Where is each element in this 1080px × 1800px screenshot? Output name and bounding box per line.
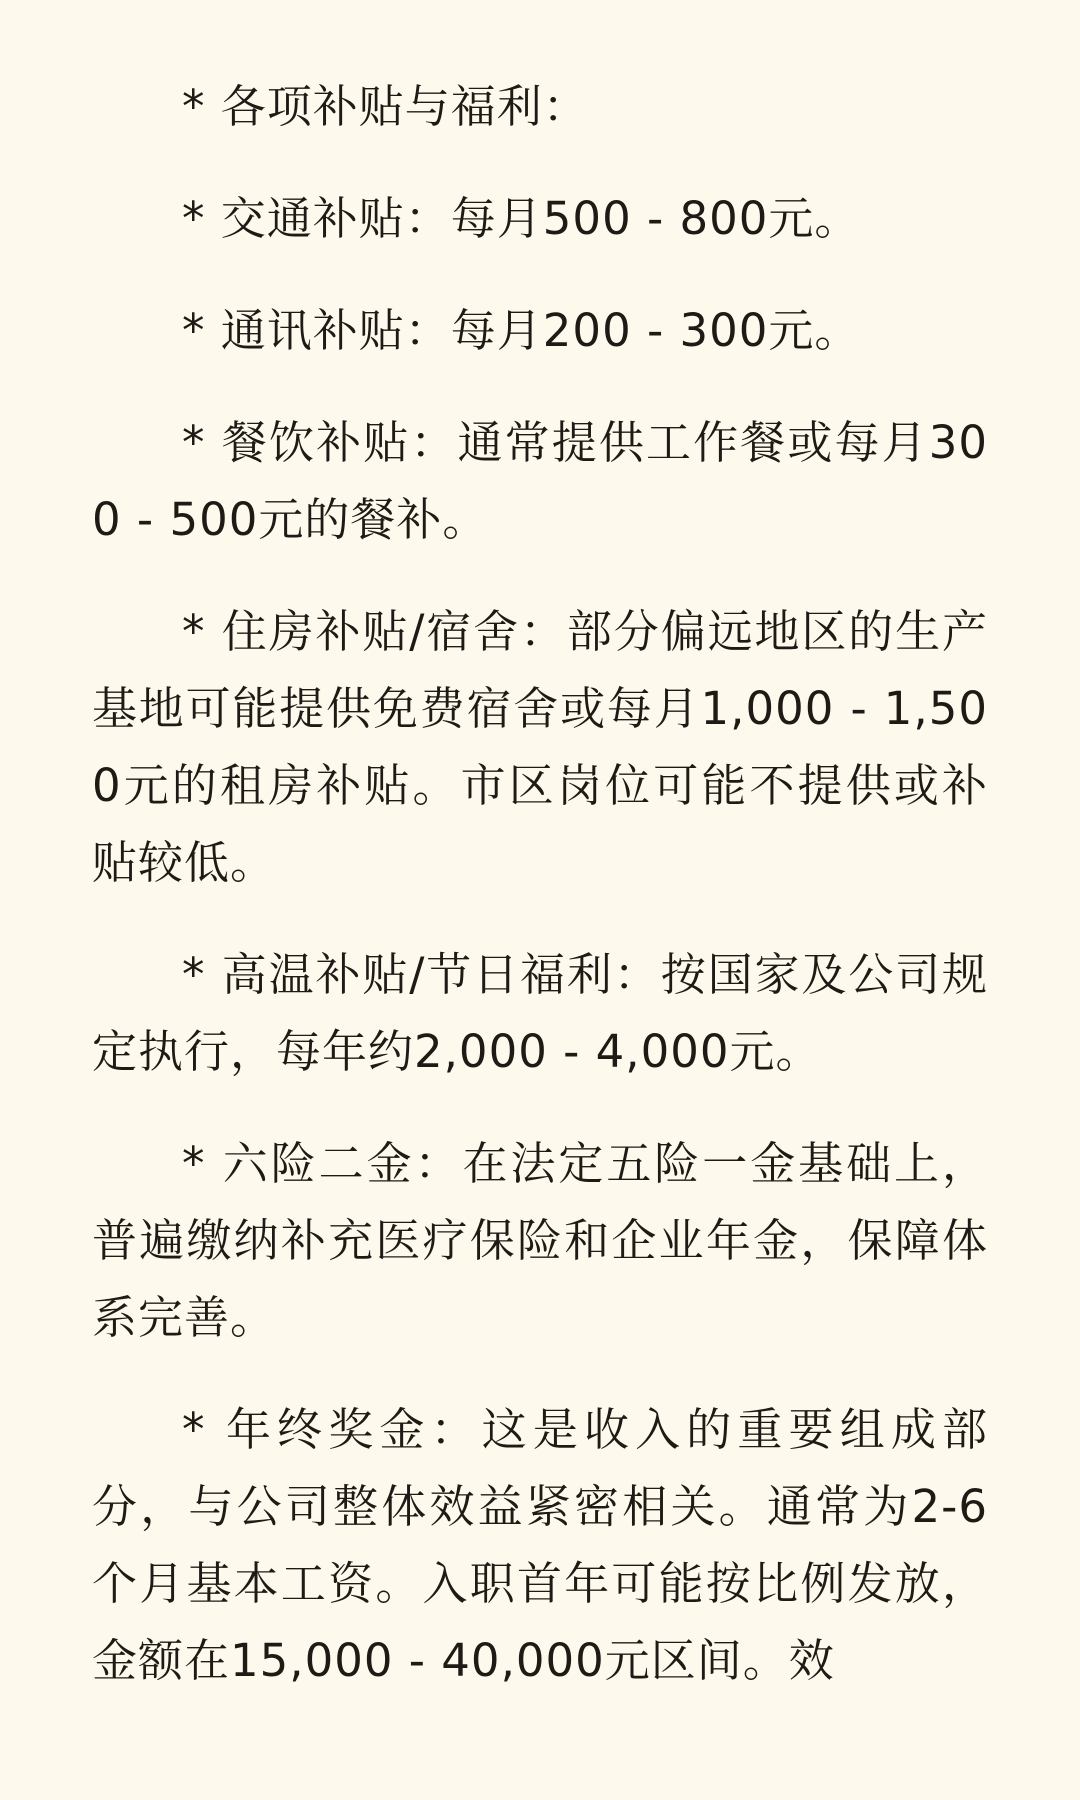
transport-subsidy-item: * 交通补贴：每月500 - 800元。 xyxy=(182,192,861,245)
insurance-fund-item: * 六险二金：在法定五险一金基础上，普遍缴纳补充医疗保险和企业年金，保障体系完善。 xyxy=(92,1137,988,1344)
communication-subsidy-item: * 通讯补贴：每月200 - 300元。 xyxy=(182,304,861,357)
meal-subsidy-item: * 餐饮补贴：通常提供工作餐或每月300 - 500元的餐补。 xyxy=(92,416,988,546)
housing-subsidy-item: * 住房补贴/宿舍：部分偏远地区的生产基地可能提供免费宿舍或每月1,000 - 1,500元的租房补贴。市区岗位可能不提供或补贴较低。 xyxy=(92,605,988,889)
heat-holiday-benefit-item: * 高温补贴/节日福利：按国家及公司规定执行，每年约2,000 - 4,000元。 xyxy=(92,948,988,1078)
benefits-heading: * 各项补贴与福利： xyxy=(182,80,589,133)
year-end-bonus-item: * 年终奖金：这是收入的重要组成部分，与公司整体效益紧密相关。通常为2-6个月基本工资。入职首年可能按比例发放，金额在15,000 - 40,000元区间。效 xyxy=(92,1403,988,1687)
